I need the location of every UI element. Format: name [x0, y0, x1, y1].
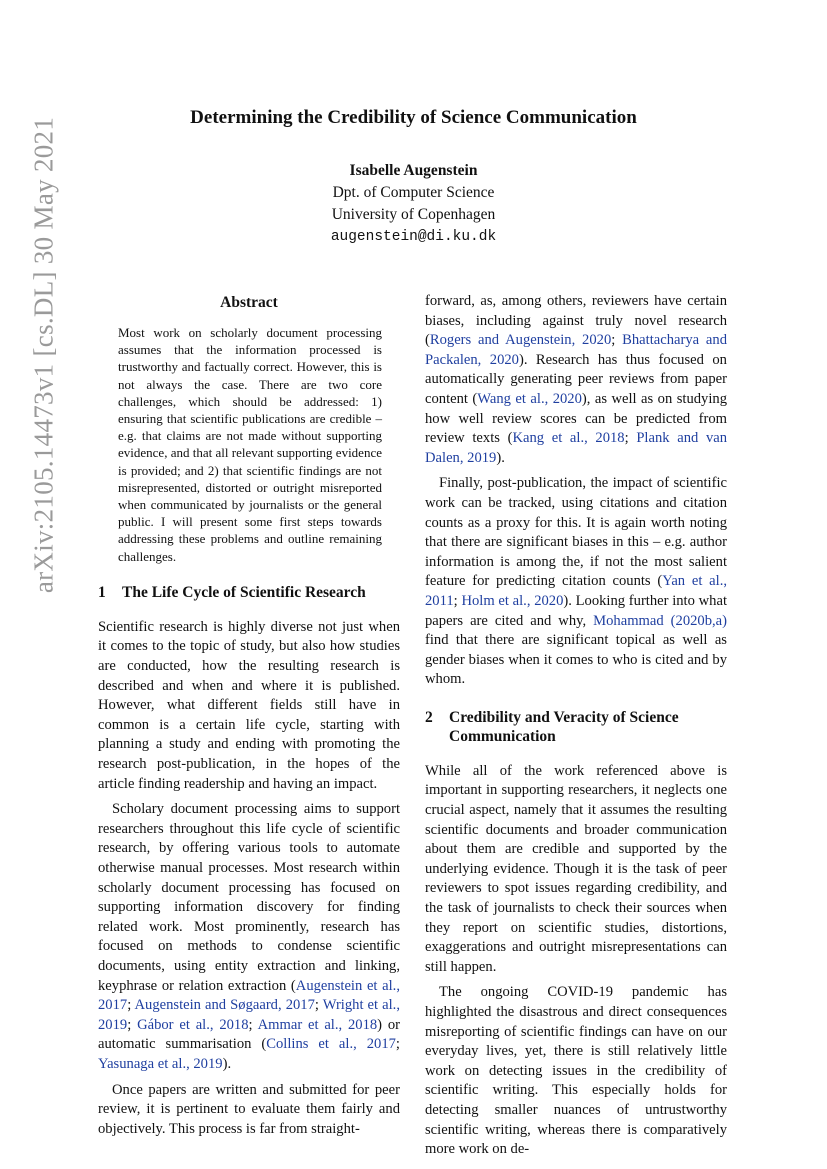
author-department: Dpt. of Computer Science [332, 184, 495, 201]
paragraph-text: find that there are significant topical as well as gender biases when it comes to who is cited and by whom. [425, 632, 727, 688]
paragraph-text: Finally, post-publication, the impact of scientific work can be tracked, using citations and citation counts as a proxy for this. It is again worth noting that there are significant biases in this – e.g. author information is among the, if not the most salient feature for predicting citation counts ( [425, 475, 727, 590]
right-column [425, 292, 727, 1160]
section-2-title: Credibility and Veracity of Science Communication [449, 708, 679, 745]
citation-link[interactable]: Wright et al., 2019 [98, 997, 400, 1033]
section-2-heading [425, 708, 727, 746]
section-1-paragraph-2: Scholary document processing aims to support researchers throughout this life cycle of scientific research, by offering various tools to automate otherwise manual processes. Most research within scholarly document processing has focused on supporting information discovery for finding related work. Most prominently, research has focused on methods to condense scientific documents, using entity extraction and linking, keyphrase or relation extraction (Augenstein et al., 2017; Augenstein and Søgaard, 2017; Wright et al., 2019; Gábor et al., 2018; Ammar et al., 2018) or automatic summarisation (Collins et al., 2017; Yasunaga et al., 2019). [98, 801, 401, 1072]
section-1-title: The Life Cycle of Scientific Research [122, 583, 366, 601]
paragraph-text: ) or automatic summarisation ( [98, 1016, 401, 1053]
citation-link[interactable]: Ammar et al., 2018 [257, 1016, 378, 1033]
citation-link[interactable]: Wang et al., 2020 [477, 390, 582, 407]
citation-link[interactable]: Augenstein et al., 2017 [98, 977, 400, 1014]
citation-link[interactable]: Collins et al., 2017 [266, 1036, 396, 1053]
paragraph-text: forward, as, among others, reviewers have certain biases, including against truly novel research ( [425, 293, 727, 349]
abstract-heading: Abstract [220, 294, 278, 311]
section-1-heading [98, 583, 400, 602]
citation-link[interactable]: Holm et al., 2020 [461, 592, 564, 609]
right-paragraph-1: forward, as, among others, reviewers have certain biases, including against truly novel research (Rogers and Augenstein, 2020; Bhattacharya and Packalen, 2020). Research has thus focused on automatically generating peer reviews from paper content (Wang et al., 2020), as well as on studying how well review scores can be predicted from review texts (Kang et al., 2018; Plank and van Dalen, 2019). [425, 293, 728, 466]
paragraph-text: Scholary document processing aims to support researchers throughout this life cycle of scientific research, by offering various tools to automate otherwise manual processes. Most research within scholarly document processing has focused on supporting information discovery for finding related work. Most prominently, research has focused on methods to condense scientific documents, using entity extraction and linking, keyphrase or relation extraction ( [98, 801, 400, 994]
paragraph-text: ). [496, 449, 505, 466]
section-1-paragraph-1: Scientific research is highly diverse not just when it comes to the topic of study, but also how studies are conducted, how the resulting research is described and when and where it is published. However, what different fields still have in common is a certain life cycle, starting with planning a study and ending with promoting the research post-publication, in the hopes of the article finding readership and having an impact. [98, 618, 400, 792]
paragraph-text: ). Looking further into what papers are cited and why, [425, 592, 727, 629]
arxiv-identifier: arXiv:2105.14473v1 [cs.DL] 30 May 2021 [28, 116, 59, 594]
author-email: augenstein@di.ku.dk [330, 229, 497, 245]
citation-link[interactable]: Kang et al., 2018 [512, 430, 625, 447]
author-name: Isabelle Augenstein [349, 162, 478, 179]
section-2-number: 2 [425, 708, 433, 726]
paper-title: Determining the Credibility of Science Communication [190, 107, 637, 128]
citation-link[interactable]: Bhattacharya and Packalen, 2020 [425, 332, 727, 368]
author-block [0, 160, 827, 248]
paragraph-text: ). Research has thus focused on automatically generating peer reviews from paper content ( [425, 351, 727, 407]
citation-link[interactable]: Plank and van Dalen, 2019 [425, 430, 728, 466]
citation-link[interactable]: Augenstein and Søgaard, 2017 [134, 997, 315, 1014]
paragraph-text: ). [222, 1055, 232, 1072]
paragraph-text: ), as well as on studying how well review scores can be predicted from review texts ( [425, 390, 728, 447]
section-1-paragraph-3: Once papers are written and submitted for peer review, it is pertinent to evaluate them fairly and objectively. This process is far from straight- [98, 1081, 400, 1137]
citation-link[interactable]: Yan et al., 2011 [425, 573, 727, 609]
citation-link[interactable]: Yasunaga et al., 2019 [98, 1055, 223, 1072]
citation-link[interactable]: Mohammad (2020b,a) [593, 612, 727, 629]
citation-link[interactable]: Rogers and Augenstein, 2020 [429, 332, 612, 349]
left-column [98, 292, 400, 1139]
right-paragraph-2: Finally, post-publication, the impact of scientific work can be tracked, using citations and citation counts as a proxy for this. It is again worth noting that there are significant biases in this – e.g. author information is among the, if not the most salient feature for predicting citation counts (Yan et al., 2011; Holm et al., 2020). Looking further into what papers are cited and why, Mohammad (2020b,a) find that there are significant topical as well as gender biases when it comes to who is cited and by whom. [425, 475, 727, 688]
section-1-number: 1 [98, 583, 106, 601]
author-university: University of Copenhagen [331, 206, 496, 223]
abstract-text: Most work on scholarly document processing assumes that the information processed is trustworthy and factually correct. However, this is not always the case. There are two core challenges, which should be addressed: 1) ensuring that scientific publications are credible – e.g. that claims are not made without supporting evidence, and that all relevant supporting evidence is provided; and 2) that scientific findings are not misrepresented, distorted or outright misreported when communicated by journalists or the general public. I will present some first steps towards addressing these problems and outline remaining challenges. [118, 325, 382, 564]
section-2-paragraph-2: The ongoing COVID-19 pandemic has highlighted the disastrous and direct consequences misreporting of scientific findings can have on our everyday lives, yet, there is still relatively little work on detecting issues in the credibility of scientific writing. This especially holds for detecting smaller nuances of untrustworthy scientific writing, whereas there is comparatively more work on de- [425, 984, 727, 1158]
citation-link[interactable]: Gábor et al., 2018 [137, 1016, 249, 1033]
section-2-paragraph-1: While all of the work referenced above is important in supporting researchers, it neglects one crucial aspect, namely that it assumes the resulting scientific documents and broader communication about them are credible and supported by the underlying evidence. Though it is the task of peer reviewers to spot issues regarding credibility, and the task of journalists to check their sources when they report on scientific studies, distortions, exaggerations and outright misrepresentations can still happen. [425, 762, 727, 975]
